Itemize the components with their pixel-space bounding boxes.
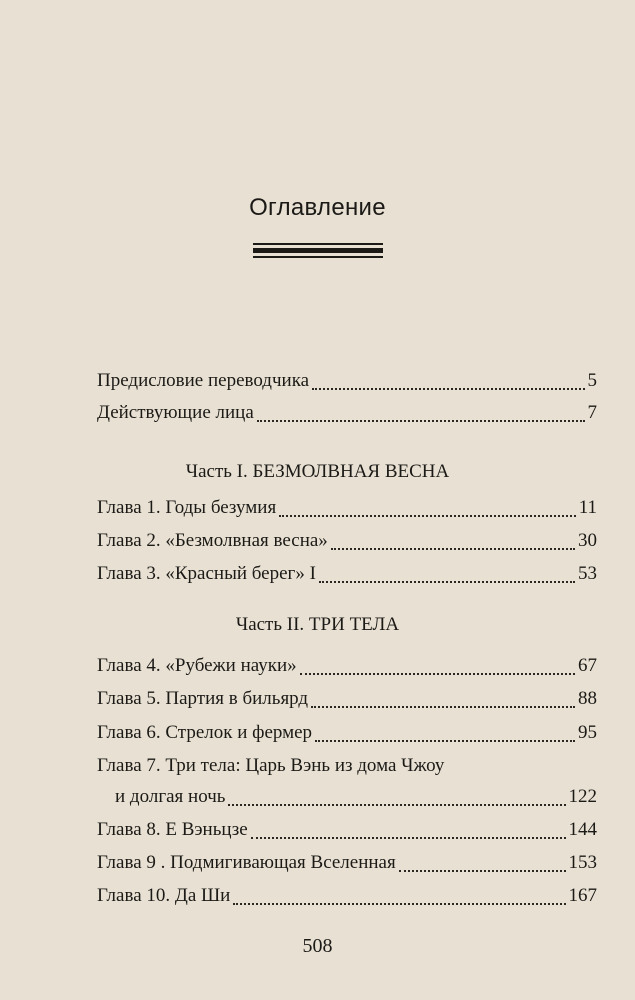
toc-entry-page: 167 — [568, 885, 597, 906]
leader-dots — [233, 902, 565, 905]
toc-entry-label: Глава 1. Годы безумия — [97, 497, 277, 518]
toc-entry-label: Глава 6. Стрелок и фермер — [97, 722, 313, 743]
toc-entry-page: 30 — [578, 530, 597, 551]
toc-entry-page: 11 — [578, 497, 597, 518]
toc-entry-chapter-8 — [97, 819, 597, 841]
toc-entry-page: 144 — [568, 819, 597, 840]
title-rule-top — [253, 243, 383, 245]
leader-dots — [399, 869, 566, 872]
toc-entry-chapter-6 — [97, 722, 597, 744]
toc-entry-characters — [97, 402, 597, 424]
toc-entry-page: 53 — [578, 563, 597, 584]
title-rule-middle — [253, 248, 383, 253]
toc-entry-chapter-9 — [97, 852, 597, 874]
toc-entry-preface — [97, 370, 597, 392]
toc-entry-label: Глава 9 . Подмигивающая Вселенная — [97, 852, 396, 873]
leader-dots — [331, 547, 575, 550]
toc-entry-chapter-3 — [97, 563, 597, 585]
toc-entry-page: 5 — [587, 370, 597, 391]
toc-entry-label: Действующие лица — [97, 402, 254, 423]
toc-entry-chapter-2 — [97, 530, 597, 552]
leader-dots — [279, 514, 576, 517]
toc-entry-page: 95 — [578, 722, 597, 743]
toc-entry-label: и долгая ночь — [115, 786, 226, 807]
toc-entry-label: Глава 2. «Безмолвная весна» — [97, 530, 328, 551]
toc-entry-label: Глава 4. «Рубежи науки» — [97, 655, 297, 676]
leader-dots — [251, 836, 566, 839]
title-rule-bottom — [253, 256, 383, 258]
leader-dots — [312, 387, 584, 390]
toc-entry-chapter-10 — [97, 885, 597, 907]
part-heading-2: Часть II. ТРИ ТЕЛА — [235, 614, 400, 635]
toc-entry-chapter-5 — [97, 688, 597, 710]
toc-entry-label: Глава 10. Да Ши — [97, 885, 231, 906]
toc-entry-label: Глава 3. «Красный берег» I — [97, 563, 316, 584]
toc-entry-chapter-7-line2 — [115, 786, 597, 808]
leader-dots — [257, 419, 585, 422]
leader-dots — [228, 803, 565, 806]
toc-entry-page: 7 — [587, 402, 597, 423]
toc-entry-chapter-7-line1: Глава 7. Три тела: Царь Вэнь из дома Чжоу — [97, 755, 445, 776]
toc-entry-page: 153 — [568, 852, 597, 873]
toc-entry-label: Глава 5. Партия в бильярд — [97, 688, 309, 709]
page-number: 508 — [302, 935, 333, 957]
leader-dots — [315, 739, 575, 742]
toc-entry-chapter-1 — [97, 497, 597, 519]
toc-entry-page: 122 — [568, 786, 597, 807]
leader-dots — [319, 580, 575, 583]
part-heading-1: Часть I. БЕЗМОЛВНАЯ ВЕСНА — [185, 461, 450, 482]
toc-entry-page: 67 — [578, 655, 597, 676]
toc-entry-page: 88 — [578, 688, 597, 709]
page-title: Оглавление — [249, 194, 386, 221]
toc-entry-label: Глава 8. Е Вэньцзе — [97, 819, 248, 840]
toc-entry-chapter-4 — [97, 655, 597, 677]
toc-entry-label: Предисловие переводчика — [97, 370, 310, 391]
leader-dots — [311, 705, 575, 708]
leader-dots — [300, 672, 575, 675]
